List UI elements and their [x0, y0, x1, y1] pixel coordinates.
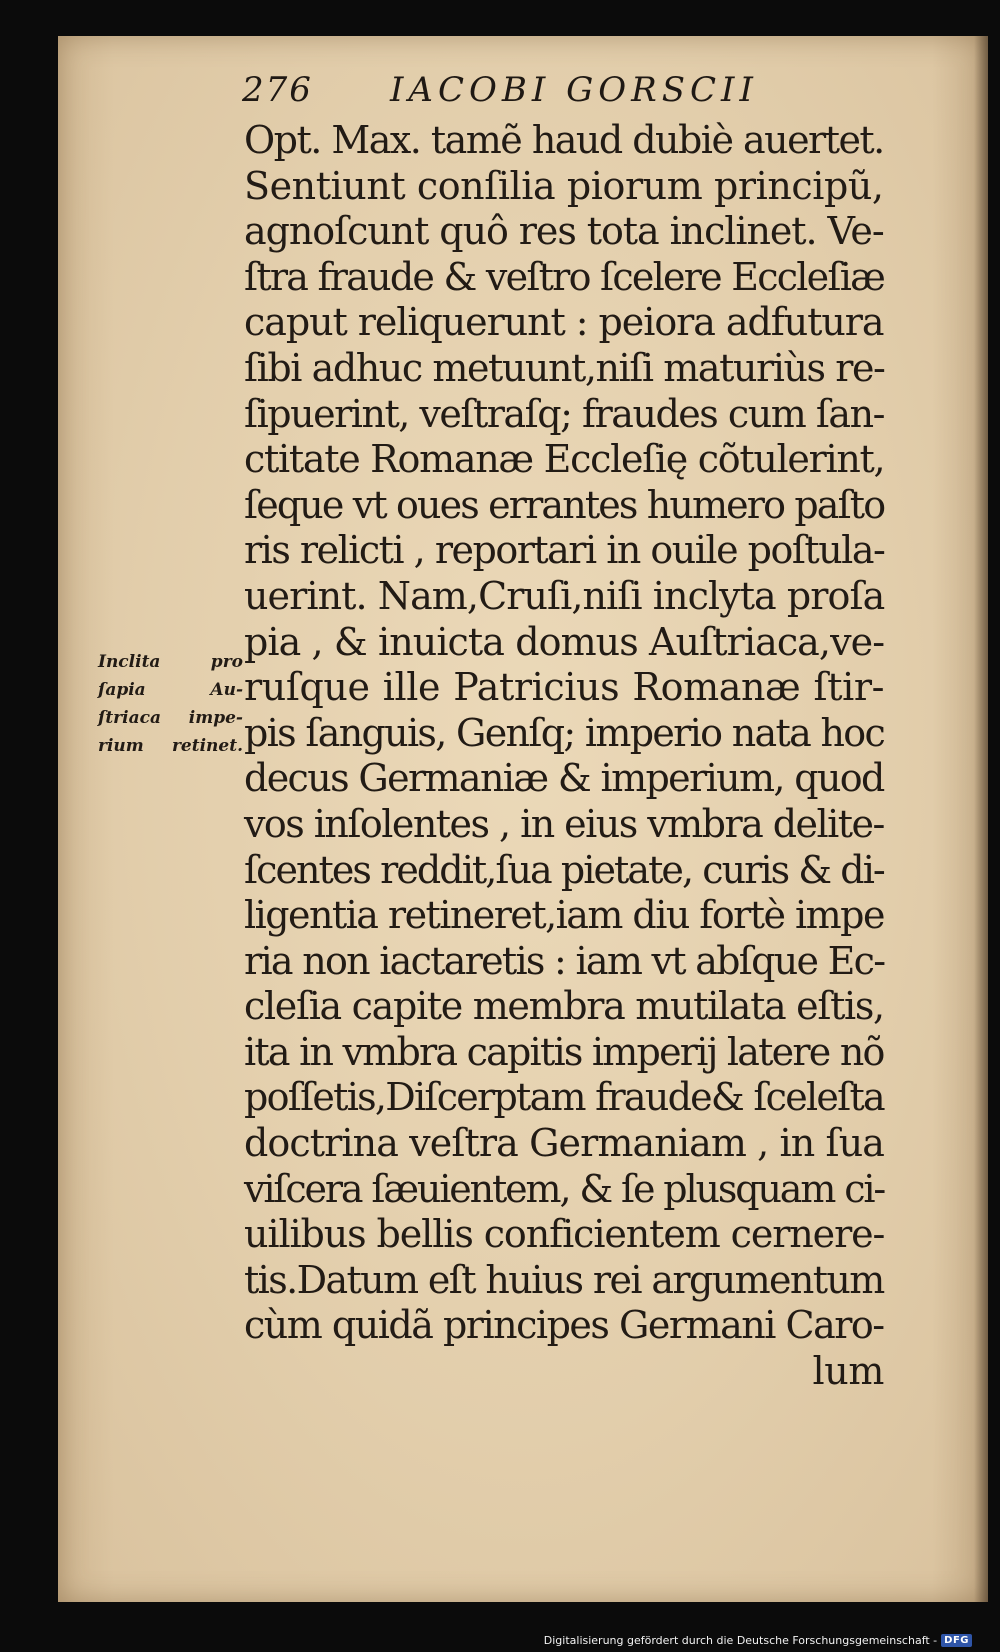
marginal-note [98, 648, 243, 760]
text-line: ctitate Romanæ Eccleſię cõtulerint, [244, 437, 885, 482]
marginal-note-line: ſapia Au- [98, 680, 243, 700]
digitization-credit [544, 1631, 972, 1649]
text-line: ſipuerint, veſtraſq; fraudes cum ſan- [244, 391, 884, 436]
running-title: IACOBI GORSCII [390, 70, 758, 110]
running-head [242, 70, 862, 120]
text-line: pia , & inuicta domus Auſtriaca,ve- [244, 619, 885, 664]
text-line: cùm quidã principes Germani Caro- [244, 1303, 884, 1348]
text-line: uerint. Nam,Cruſi,niſi inclyta proſa [244, 573, 885, 618]
text-line: ſibi adhuc metuunt,niſi maturiùs re- [244, 345, 885, 390]
text-line: ſcentes reddit,ſua pietate, curis & di- [244, 847, 884, 892]
page-number: 276 [242, 70, 313, 110]
marginal-note-line: rium retinet. [98, 736, 243, 756]
text-line: decus Germaniæ & imperium, quod [244, 756, 884, 801]
text-line: pis ſanguis, Genſq; imperio nata hoc [244, 710, 885, 755]
text-line: uilibus bellis conficientem cernere- [244, 1212, 885, 1257]
marginal-note-line: Inclita pro [98, 652, 243, 672]
text-line: Opt. Max. tamẽ haud dubiè auertet. [244, 118, 884, 162]
text-line: ſeque vt oues errantes humero paſto [244, 482, 885, 527]
catchword: lum [812, 1349, 884, 1394]
text-line: poſſetis,Diſcerptam fraude& ſceleſta [244, 1075, 884, 1120]
credit-text: Digitalisierung gefördert durch die Deutsche Forschungsgemeinschaft - [543, 1633, 938, 1647]
text-line: ita in vmbra capitis imperij latere nõ [244, 1029, 884, 1074]
text-line: ruſque ille Patricius Romanæ ſtir- [244, 665, 885, 710]
text-line: Sentiunt conſilia piorum principũ, [244, 163, 884, 208]
text-line: tis.Datum eſt huius rei argumentum [244, 1257, 884, 1302]
text-line: cleſia capite membra mutilata eſtis, [244, 984, 884, 1029]
text-line: viſcera ſæuientem, & ſe plusquam ci- [244, 1166, 885, 1211]
text-line: ris relicti , reportari in ouile poſtula- [244, 528, 885, 573]
text-line: ligentia retineret,iam diu fortè impe [244, 893, 884, 938]
text-line: vos inſolentes , in eius vmbra delite- [244, 801, 884, 846]
text-line: caput reliquerunt : peiora adfutura [244, 300, 884, 345]
text-line: doctrina veſtra Germaniam , in ſua [244, 1121, 885, 1166]
text-line: ſtra fraude & veſtro ſcelere Eccleſiæ [244, 254, 885, 299]
marginal-note-line: ſtriaca impe- [98, 708, 243, 728]
text-line: agnoſcunt quô res tota inclinet. Ve- [244, 209, 884, 254]
text-line: ria non iactaretis : iam vt abſque Ec- [244, 938, 885, 983]
dfg-logo: DFG [941, 1634, 972, 1647]
page-gutter-shadow [974, 36, 988, 1602]
body-text [244, 118, 884, 1395]
